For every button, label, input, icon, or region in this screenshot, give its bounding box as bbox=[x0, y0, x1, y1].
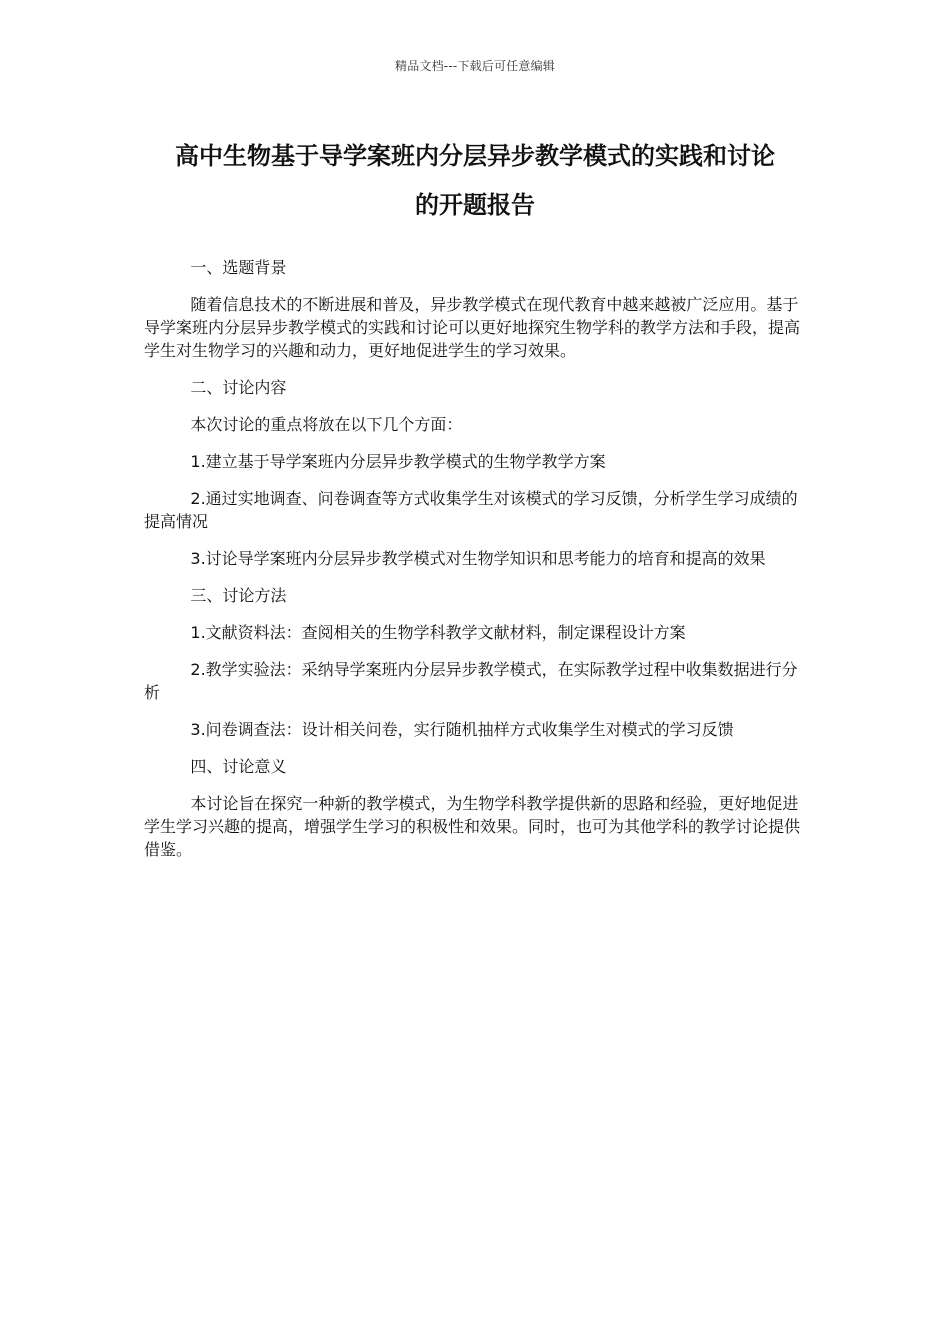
title-line-2: 的开题报告 bbox=[415, 191, 535, 219]
header-note: 精品文档---下载后可任意编辑 bbox=[395, 59, 555, 73]
document-body bbox=[144, 256, 806, 875]
paragraph-background: 随着信息技术的不断进展和普及，异步教学模式在现代教育中越来越被广泛应用。基于导学案班内分层异步教学模式的实践和讨论可以更好地探究生物学科的教学方法和手段，提高学生对生物学习的兴趣和动力，更好地促进学生的学习效果。 bbox=[144, 295, 801, 360]
section-heading-content: 二、讨论内容 bbox=[190, 378, 287, 397]
section-heading-significance: 四、讨论意义 bbox=[190, 757, 287, 776]
title-line-1: 高中生物基于导学案班内分层异步教学模式的实践和讨论 bbox=[175, 142, 775, 170]
section-heading-method: 三、讨论方法 bbox=[190, 586, 287, 605]
list-item-method-3: 3.问卷调查法：设计相关问卷，实行随机抽样方式收集学生对模式的学习反馈 bbox=[190, 720, 734, 739]
section-heading-background: 一、选题背景 bbox=[190, 258, 287, 277]
list-item-content-1: 1.建立基于导学案班内分层异步教学模式的生物学教学方案 bbox=[190, 452, 606, 471]
list-item-content-2: 2.通过实地调查、问卷调查等方式收集学生对该模式的学习反馈，分析学生学习成绩的提高情况 bbox=[144, 489, 798, 531]
list-item-method-1: 1.文献资料法：查阅相关的生物学科教学文献材料，制定课程设计方案 bbox=[190, 623, 686, 642]
list-item-method-2: 2.教学实验法：采纳导学案班内分层异步教学模式，在实际教学过程中收集数据进行分析 bbox=[144, 660, 798, 702]
paragraph-content-intro: 本次讨论的重点将放在以下几个方面： bbox=[190, 415, 463, 434]
paragraph-significance: 本讨论旨在探究一种新的教学模式，为生物学科教学提供新的思路和经验，更好地促进学生学习兴趣的提高，增强学生学习的积极性和效果。同时，也可为其他学科的教学讨论提供借鉴。 bbox=[144, 794, 801, 859]
list-item-content-3: 3.讨论导学案班内分层异步教学模式对生物学知识和思考能力的培育和提高的效果 bbox=[190, 549, 766, 568]
document-title bbox=[140, 132, 810, 230]
